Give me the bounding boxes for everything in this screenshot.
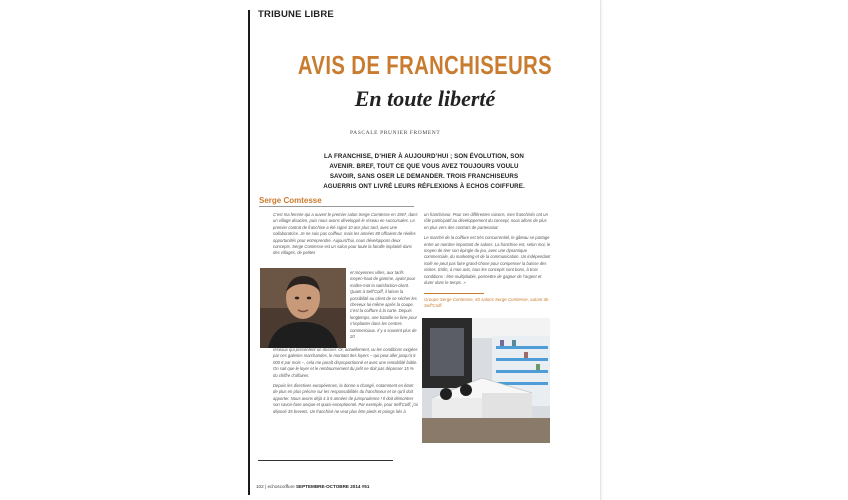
page-footer: 102 | echoscoiffure SEPTEMBRE-OCTOBRE 2014 #51 bbox=[256, 484, 370, 489]
page-number: 102 bbox=[256, 484, 264, 489]
body-paragraph: un franchiseur. Pour ces différentes raisons, mes franchisés ont un rôle participatif au développement du concept, nous allons de plus en plus vers des contrats de partenariat. bbox=[424, 212, 548, 230]
body-column-1-top bbox=[273, 212, 419, 261]
left-margin-rule bbox=[248, 10, 250, 495]
body-paragraph: Depuis les directives européennes, la donne a changé, notamment en étant de plus en plus précise sur les responsabilités du franchiseur et ce qu’il doit apporter. Nous avons déjà 4 à 5 années de jurisprudence ! Il doit démontrer son savoir-faire unique et quasi-exceptionnel. Par exemple, pour Self'Coiff, j’ai déposé 35 brevets. Un franchisé ne veut plus être pieds et poings liés à bbox=[273, 383, 418, 414]
heading-rule bbox=[259, 206, 414, 207]
body-column-1-wrap bbox=[350, 270, 418, 344]
article-title: AVIS DE FRANCHISEURS bbox=[297, 50, 553, 80]
body-column-1-bottom bbox=[273, 347, 419, 419]
lead-paragraph: LA FRANCHISE, D’HIER À AUJOURD’HUI ; SON ÉVOLUTION, SON AVENIR. BREF, TOUT CE QUE VOUS AVEZ TOUJOURS VOULU SAVOIR, SANS OSER LE DEMANDER. TROIS FRANCHISEURS AGUERRIS ONT LIVRÉ LEURS RÉFLEXIONS À ECHOS COIFFURE. bbox=[323, 153, 525, 190]
interviewee-heading: Serge Comtesse bbox=[259, 196, 322, 205]
photo-caption: Groupe Serge Comtesse, 40 salons Serge Comtesse, autant de Self'Coiff. bbox=[424, 297, 549, 309]
caption-rule bbox=[424, 293, 484, 294]
salon-photo bbox=[422, 318, 550, 443]
author-byline: PASCALE PRUNIER FROMENT bbox=[350, 130, 441, 136]
section-label: TRIBUNE LIBRE bbox=[258, 9, 334, 20]
body-paragraph: réseaux qui présentent un dossier. Or, actuellement, vu les conditions exigées par ces galeries marchandes, le montant des loyers – qui peut aller jusqu’à 6 000 € par mois –, cela me paraît disproportionné et avec une rentabilité faible. On sait que le loyer et le remboursement du prêt ne doit pas dépasser 15 % du chiffre d’affaires. bbox=[273, 347, 418, 378]
magazine-name: echoscoiffure bbox=[267, 484, 295, 489]
body-paragraph: Le marché de la coiffure est très concurrentiel, le gâteau se partage entre un nombre important de salons. La franchise est, selon moi, le moyen de tirer son épingle du jeu, avec une dynamique commerciale, du marketing et de la communication. Un indépendant isolé ne peut pas faire grand-chose pour compenser la baisse des visites. Enfin, à mon avis, tous les concepts sont bons, à trois conditions : être multipliable, permettre de gagner de l’argent et durer dans le temps. » bbox=[424, 235, 551, 286]
portrait-photo bbox=[260, 268, 346, 348]
footer-rule bbox=[258, 460, 393, 461]
body-paragraph: C’est ma femme qui a ouvert le premier salon Serge Comtesse en 1967, dans un village alsacien, puis nous avons développé le réseau en succursales. Le premier contrat de franchise a été signé 10 ans plus tard, avec une collaboratrice. Je ne sais pas coiffeur, mais les années 80 offraient de réelles opportunités pour entreprendre. Aujourd’hui, nous développons deux concepts. Serge Comtesse est un salon pour toute la famille implanté dans des villages, de petites bbox=[273, 212, 418, 256]
body-paragraph: et moyennes villes, aux tarifs moyen-haut de gamme, ayant pour maître-mot la satisfaction-client. Quant à Self'Coiff, il laisse la possibilité au client de se sécher les cheveux lui-même après la coupe, c’est la coiffure à la carte. Depuis longtemps, une bataille se livre pour s’implanter dans les centres commerciaux. Il y a souvent plus de 20 bbox=[350, 270, 418, 340]
body-column-2 bbox=[424, 212, 552, 290]
issue-info: SEPTEMBRE-OCTOBRE 2014 #51 bbox=[295, 484, 370, 489]
article-subtitle: En toute liberté bbox=[354, 86, 496, 111]
